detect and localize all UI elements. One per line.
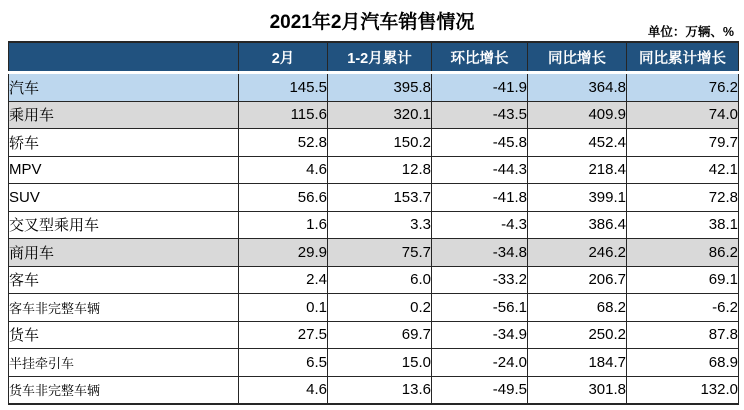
cell-value: 79.7 [627, 129, 739, 157]
cell-value: 69.7 [328, 321, 432, 349]
cell-value: -33.2 [432, 266, 528, 294]
table-row [9, 376, 739, 404]
cell-value: 150.2 [328, 129, 432, 157]
table-row [9, 156, 739, 184]
cell-value: 56.6 [239, 184, 328, 212]
cell-value: 250.2 [528, 321, 627, 349]
cell-value: 12.8 [328, 156, 432, 184]
cell-value: 301.8 [528, 376, 627, 404]
cell-value: -43.5 [432, 101, 528, 129]
row-label: 商用车 [9, 239, 239, 267]
column-header-month: 2月 [239, 42, 328, 73]
cell-value: 115.6 [239, 101, 328, 129]
cell-value: 29.9 [239, 239, 328, 267]
cell-value: 452.4 [528, 129, 627, 157]
cell-value: 4.6 [239, 156, 328, 184]
cell-value: 184.7 [528, 349, 627, 377]
unit-note: 单位：万辆、% [647, 25, 734, 39]
cell-value: 145.5 [239, 73, 328, 102]
table-row [9, 211, 739, 239]
table-row [9, 321, 739, 349]
cell-value: 399.1 [528, 184, 627, 212]
cell-value: 15.0 [328, 349, 432, 377]
cell-value: 0.2 [328, 294, 432, 322]
row-label: SUV [9, 184, 239, 212]
table-row [9, 129, 739, 157]
row-label: MPV [9, 156, 239, 184]
cell-value: 13.6 [328, 376, 432, 404]
header-row [9, 42, 739, 73]
cell-value: 153.7 [328, 184, 432, 212]
cell-value: 3.3 [328, 211, 432, 239]
cell-value: 86.2 [627, 239, 739, 267]
cell-value: 395.8 [328, 73, 432, 102]
table-row [9, 294, 739, 322]
row-label: 客车 [9, 266, 239, 294]
table-row [9, 101, 739, 129]
cell-value: 75.7 [328, 239, 432, 267]
table-row [9, 184, 739, 212]
cell-value: 6.0 [328, 266, 432, 294]
table-row [9, 266, 739, 294]
table-row [9, 239, 739, 267]
cell-value: 6.5 [239, 349, 328, 377]
cell-value: 4.6 [239, 376, 328, 404]
cell-value: -44.3 [432, 156, 528, 184]
table-row [9, 73, 739, 102]
cell-value: 246.2 [528, 239, 627, 267]
row-label: 半挂牵引车 [9, 349, 239, 377]
page-title: 2021年2月汽车销售情况 [269, 12, 475, 33]
cell-value: -41.8 [432, 184, 528, 212]
cell-value: 68.9 [627, 349, 739, 377]
column-header-blank [9, 42, 239, 73]
cell-value: 27.5 [239, 321, 328, 349]
column-header-mom-growth: 环比增长 [432, 42, 528, 73]
cell-value: -34.9 [432, 321, 528, 349]
cell-value: -56.1 [432, 294, 528, 322]
cell-value: 74.0 [627, 101, 739, 129]
cell-value: 87.8 [627, 321, 739, 349]
cell-value: -6.2 [627, 294, 739, 322]
column-header-yoy-growth: 同比增长 [528, 42, 627, 73]
cell-value: 38.1 [627, 211, 739, 239]
column-header-yoy-cum-growth: 同比累计增长 [627, 42, 739, 73]
cell-value: 386.4 [528, 211, 627, 239]
cell-value: 42.1 [627, 156, 739, 184]
cell-value: 69.1 [627, 266, 739, 294]
cell-value: 132.0 [627, 376, 739, 404]
cell-value: 0.1 [239, 294, 328, 322]
cell-value: 72.8 [627, 184, 739, 212]
cell-value: 1.6 [239, 211, 328, 239]
row-label: 乘用车 [9, 101, 239, 129]
cell-value: 68.2 [528, 294, 627, 322]
sales-table [8, 41, 739, 405]
cell-value: 409.9 [528, 101, 627, 129]
cell-value: 206.7 [528, 266, 627, 294]
row-label: 货车 [9, 321, 239, 349]
cell-value: -24.0 [432, 349, 528, 377]
cell-value: -34.8 [432, 239, 528, 267]
cell-value: -45.8 [432, 129, 528, 157]
row-label: 客车非完整车辆 [9, 294, 239, 322]
row-label: 货车非完整车辆 [9, 376, 239, 404]
cell-value: 364.8 [528, 73, 627, 102]
cell-value: 218.4 [528, 156, 627, 184]
cell-value: 52.8 [239, 129, 328, 157]
column-header-cumulative: 1-2月累计 [328, 42, 432, 73]
table-row [9, 349, 739, 377]
row-label: 交叉型乘用车 [9, 211, 239, 239]
cell-value: -41.9 [432, 73, 528, 102]
cell-value: 2.4 [239, 266, 328, 294]
cell-value: -4.3 [432, 211, 528, 239]
cell-value: 320.1 [328, 101, 432, 129]
row-label: 轿车 [9, 129, 239, 157]
row-label: 汽车 [9, 73, 239, 102]
cell-value: -49.5 [432, 376, 528, 404]
cell-value: 76.2 [627, 73, 739, 102]
